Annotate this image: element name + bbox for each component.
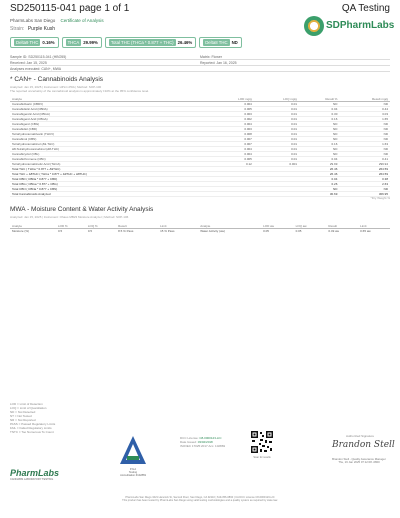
auth-title: Authorized Signature (345, 434, 375, 438)
logo-text: SDPharmLabs (326, 20, 395, 31)
table-row: Cannabicyclol (CBL) 0.004 0.01 ND ND (12, 151, 388, 156)
pill-total-thc: Total THC (THCa * 0.877 + THC) 26.46% (105, 37, 196, 48)
table-row: Cannabigerolic Acid (CBGA) 0.003 0.01 0.30 3.03 (12, 111, 388, 116)
table-header-row: Analyte LOD mg/g LOQ mg/g Result % Result mg/g (10, 93, 390, 101)
pill-thca: THCA 29.99% (62, 37, 102, 48)
logo-mark-icon (304, 16, 324, 36)
moisture-table (10, 219, 390, 234)
table-row: Cannabigerol (CBG) 0.004 0.01 ND ND (12, 121, 388, 126)
document-id: SD250115-041 page 1 of 1 (10, 3, 130, 14)
total-row: Total Cannabinoids Analyzed 30.69 306.95 (12, 191, 388, 196)
total-row: Total CBN ( CBNa * 0.877 + CBN) ND ND (12, 186, 388, 191)
auth-name: Brandon Stell - Quality Assurance Manager Thu, 16 Jan 2025 07:12:08 -0800 (332, 457, 386, 465)
cannabinoids-note-2: The reported uncertainty of the cannabinoid analysis is approximately ±10% at the 95% confidence level. (10, 89, 150, 93)
unit-note: *Dry Weight % (370, 196, 390, 200)
moisture-note: Analyzed: Jan 15, 2025 | Instrument: Ohaus MB23 Moisture Analyzer | Method: SOP-106 (10, 215, 129, 219)
pill-delta8-thc: Delta8 THC ND (199, 37, 242, 48)
sdpharmlabs-logo (304, 14, 395, 46)
pjla-accreditation-icon (118, 434, 148, 468)
cannabinoids-note: Analyzed: Jan 15, 2025 | Instrument: HPLC-PDA | Method: SOP-100 (10, 85, 102, 89)
coa-label: Certificate of Analysis (60, 18, 104, 23)
cannabinoids-title: * CAN+ - Cannabinoids Analysis (10, 76, 104, 83)
legend-abbreviations: LOD = Limit of Detection LOQ = Limit of Quantitation ND = Not Detected NT = Not Tested NR = Not Reported PASS = Passed Regulatory Limits FAIL = Failed Regulatory Limits TNTC = Too Numerous To Count (10, 402, 56, 434)
sample-id: Sample ID: SD250115-041 (HBO55) (10, 54, 67, 59)
table-row: Tetrahydrocannabinol (Δ9-THC) 0.007 0.01 0.16 1.63 (12, 141, 388, 146)
pjla-text: PJLA Testing Accreditation #102869 (120, 468, 146, 477)
pill-delta9-thc: Delta9 THC 0.16% (10, 37, 59, 48)
table-row: Cannabichromene (CBC) 0.005 0.01 0.04 0.41 (12, 156, 388, 161)
qr-label: Scan for results (253, 456, 271, 459)
table-row: Tetrahydrocannabivarin (THCV) 0.008 0.01 ND ND (12, 131, 388, 136)
received-date: Received: Jan 15, 2025 (10, 60, 47, 65)
table-row: Cannabinol (CBN) 0.007 0.01 ND ND (12, 136, 388, 141)
table-row: Tetrahydrocannabinolic Acid (THCA) 0.12 0.001 29.99 299.94 (12, 161, 388, 166)
pharmlabs-logo: PharmLabs CANNABIS LABORATORY TESTING (10, 468, 60, 481)
total-row: Total CBD ( CBDa * 0.877 + CBD) 0.04 0.38 (12, 176, 388, 181)
signature: Brandon Stell (332, 440, 395, 450)
cannabinoids-table (10, 93, 390, 197)
license-info: DCC License: C8-0000123-LIC Date Issued: 03/02/2018 ISO/IEC 17025:2017 Acc. 102869 (180, 436, 226, 449)
strain-label: Strain: (10, 26, 25, 32)
footer-disclaimer: PharmLabs San Diego 3421 Hancock St, Second Floor, San Diego, CA 92110 | 619-356-0890 | CA DCC License C8-0000123-LIC This product has been tested by PharmLabs San Diego using valid testing methodologies and a quality system as required by state law. (122, 496, 278, 503)
table-row: Cannabidiolic Acid (CBDA) 0.005 0.01 0.04 0.44 (12, 106, 388, 111)
lab-line (10, 18, 104, 23)
total-row: Total THC + Δ8THC ( THCa * 0.877 + Δ9THC + Δ8THC) 26.46 264.59 (12, 171, 388, 176)
table-row: Cannabidiol (CBD) 0.003 0.01 ND ND (12, 126, 388, 131)
table-header-row: Analyte LOD % LOQ % Result Limit Analyte LOD aw LOQ aw Result Limit (10, 219, 390, 228)
table-row: Moisture (%) 0.5 0.5 8.5 % Pass 15 % Pass Water Activity (aw) 0.05 0.05 0.49 aw 0.65 aw (12, 229, 371, 234)
tests-executed: Analyses executed: CAN+, MWA (10, 66, 62, 71)
sample-meta (10, 54, 390, 72)
table-row: Δ8-Tetrahydrocannabinol (Δ8-THC) 0.004 0.01 ND ND (12, 146, 388, 151)
total-row: Total CBG ( CBGa * 0.877 + CBG) 0.26 2.63 (12, 181, 388, 186)
total-row: Total THC ( THCa * 0.877 + Δ9THC) 26.46 264.59 (12, 166, 388, 171)
reported-date: Reported: Jan 16, 2025 (200, 60, 237, 65)
table-row: Cannabidivarin (CBDV) 0.004 0.01 ND ND (12, 101, 388, 106)
qr-code-icon[interactable] (250, 430, 274, 454)
summary-pills (10, 37, 242, 48)
qa-testing-label: QA Testing (341, 3, 390, 14)
strain-name: Purple Kush (27, 26, 56, 32)
table-row: Cannabigerol Acid (CBGA) 0.002 0.01 0.16 1.65 (12, 116, 388, 121)
strain-line (10, 26, 55, 32)
matrix: Matrix: Flower (200, 54, 222, 59)
moisture-title: MWA - Moisture Content & Water Activity Analysis (10, 206, 154, 213)
lab-name: PharmLabs San Diego (10, 18, 56, 23)
